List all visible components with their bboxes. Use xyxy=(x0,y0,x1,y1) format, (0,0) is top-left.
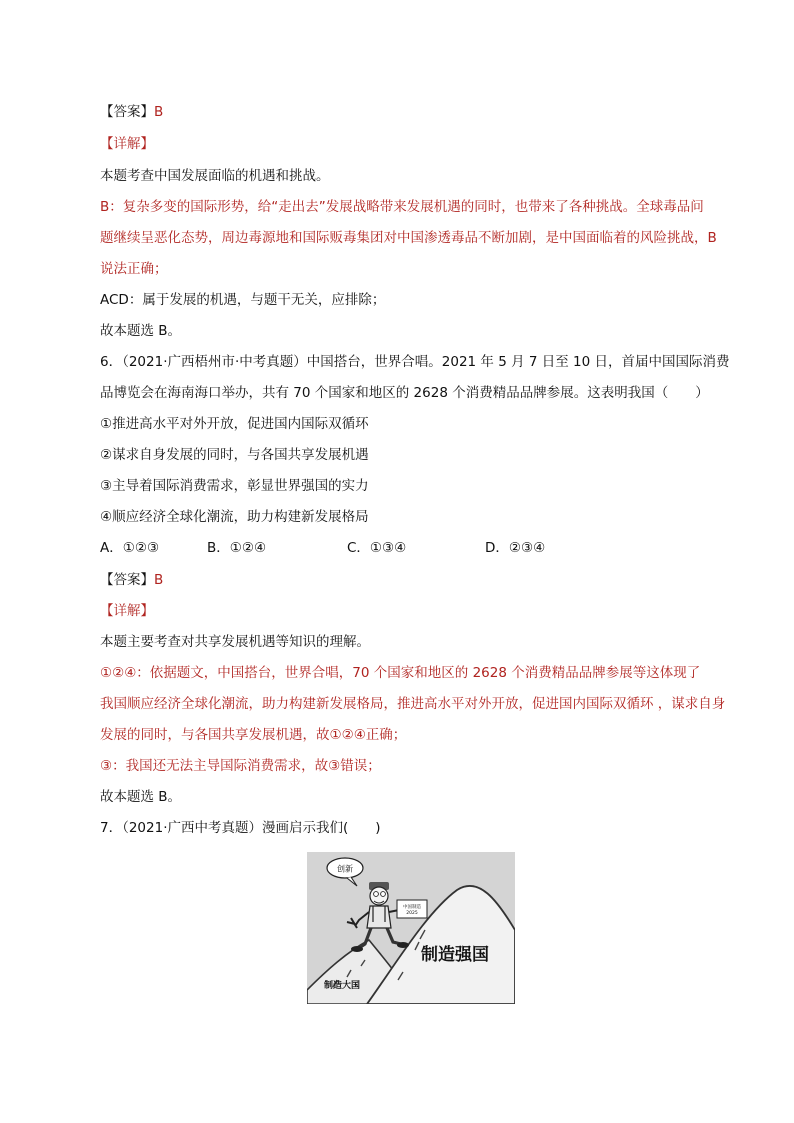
q6-option-b: B．①②④ xyxy=(207,540,267,556)
q6-statement-1: ①推进高水平对外开放，促进国内国际双循环 xyxy=(100,416,369,432)
q5-detail-tag: 【详解】 xyxy=(100,136,154,152)
q6-detail-tag: 【详解】 xyxy=(100,603,154,619)
q6-options-row xyxy=(100,539,700,557)
q6-option-c: C．①③④ xyxy=(347,540,407,556)
q6-answer-value: B xyxy=(154,572,164,588)
q6-conclusion: 故本题选 B。 xyxy=(100,789,182,805)
big-mountain-label: 制造强国 xyxy=(421,945,489,965)
q5-b-line-3: 说法正确； xyxy=(100,261,168,277)
q5-topic: 本题考查中国发展面临的机遇和挑战。 xyxy=(100,168,330,184)
q6-statement-4: ④顺应经济全球化潮流，助力构建新发展格局 xyxy=(100,509,369,525)
bubble-text: 创新 xyxy=(337,864,353,874)
q6-option-a: A．①②③ xyxy=(100,540,160,556)
q6-statement-2: ②谋求自身发展的同时，与各国共享发展机遇 xyxy=(100,447,369,463)
small-mountain-label: 制造大国 xyxy=(323,981,361,991)
q5-answer-value: B xyxy=(154,104,164,120)
q6-answer-tag: 【答案】 xyxy=(100,572,154,588)
sign-text-line: 2025 xyxy=(406,911,418,916)
q6-analysis-line-1: ①②④：依据题文，中国搭台，世界合唱，70 个国家和地区的 2628 个消费精品品牌参展等这体现了 xyxy=(100,665,701,681)
q5-conclusion: 故本题选 B。 xyxy=(100,323,182,339)
q6-topic: 本题主要考查对共享发展机遇等知识的理解。 xyxy=(100,634,370,650)
q5-acd-line: ACD：属于发展的机遇，与题干无关，应排除； xyxy=(100,292,386,308)
comic-illustration xyxy=(307,852,515,1004)
q6-wrong-line: ③：我国还无法主导国际消费需求，故③错误； xyxy=(100,758,381,774)
q6-stem-line-2: 品博览会在海南海口举办，共有 70 个国家和地区的 2628 个消费精品品牌参展。这表明我国（ ） xyxy=(100,385,709,401)
q6-option-d: D．②③④ xyxy=(485,540,546,556)
comic-drawing xyxy=(307,852,515,1004)
q6-stem-line-1: 6．（2021·广西梧州市·中考真题）中国搭台，世界合唱。2021 年 5 月 7 日至 10 日，首届中国国际消费 xyxy=(100,354,730,370)
q5-b-line-1: B：复杂多变的国际形势，给“走出去”发展战略带来发展机遇的同时，也带来了各种挑战。全球毒品问 xyxy=(100,199,704,215)
q6-analysis-line-3: 发展的同时，与各国共享发展机遇，故①②④正确； xyxy=(100,727,407,743)
q6-answer-line xyxy=(100,571,700,589)
q6-analysis-line-2: 我国顺应经济全球化潮流，助力构建新发展格局，推进高水平对外开放，促进国内国际双循环 ，谋求自身 xyxy=(100,696,726,712)
q5-b-line-2: 题继续呈恶化态势，周边毒源地和国际贩毒集团对中国渗透毒品不断加剧，是中国面临着的风险挑战，B xyxy=(100,230,717,246)
q7-stem: 7．（2021·广西中考真题）漫画启示我们( ) xyxy=(100,820,381,836)
sign-text-line: 中国制造 xyxy=(403,905,421,910)
q5-answer-line xyxy=(100,103,700,121)
q5-answer-tag: 【答案】 xyxy=(100,104,154,120)
q6-statement-3: ③主导着国际消费需求，彰显世界强国的实力 xyxy=(100,478,369,494)
